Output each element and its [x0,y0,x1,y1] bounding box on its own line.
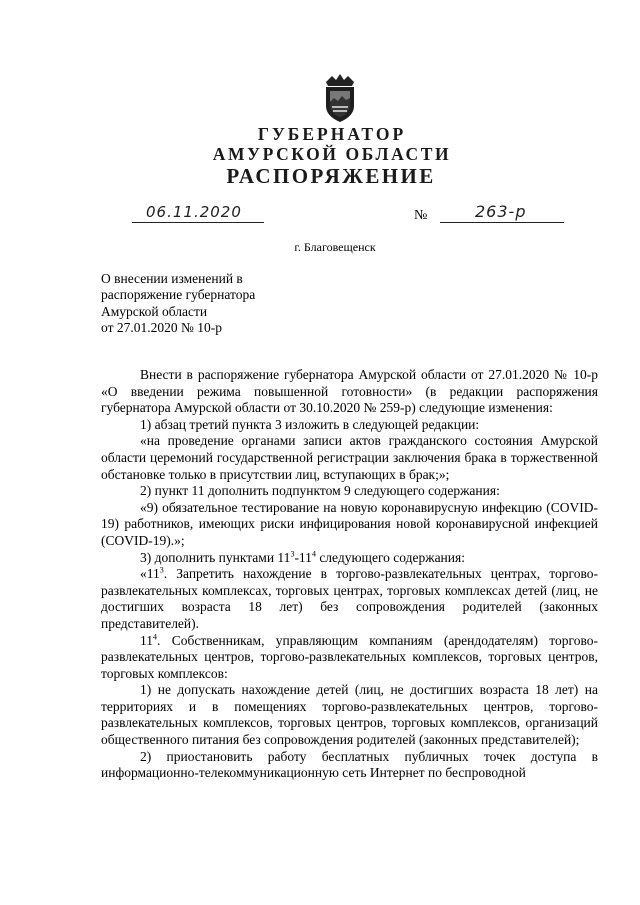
superscript: 4 [153,632,157,641]
subject-line: от 27.01.2020 № 10-р [101,320,222,336]
paragraph: 1) абзац третий пункта 3 изложить в следующей редакции: [140,416,480,432]
subject-line: О внесении изменений в [101,271,243,286]
text-fragment: 11 [140,632,153,648]
text-fragment: . Запретить нахождение в торгово-развлекательных центрах, торгово-развлекательных комплексах, торговых центрах, торговых комплексах детей (лиц, не достигших возраста 18 лет) без сопровождения родителей (законных представителей). [101,566,598,631]
date-underline [132,222,264,223]
document-subject [101,271,255,337]
subject-line: Амурской области [101,303,208,319]
paragraph: 2) приостановить работу бесплатных публичных точек доступа в информационно-телекоммуникационную сеть Интернет по беспроводной [101,748,598,781]
text-fragment: 3) дополнить пунктами 11 [140,549,291,565]
superscript: 3 [159,565,164,575]
document-type: РАСПОРЯЖЕНИЕ [226,164,436,188]
text-fragment: следующего содержания: [315,549,465,565]
number-underline [440,222,564,223]
header-title: ГУБЕРНАТОР [257,124,407,144]
paragraph: «9) обязательное тестирование на новую коронавирусную инфекцию (COVID-19) работников, имеющих риски инфицирования новой коронавирусной инфекцией (COVID-19).»; [101,499,598,548]
text-fragment: -11 [294,549,312,565]
paragraph: 2) пункт 11 дополнить подпунктом 9 следующего содержания: [140,483,500,499]
paragraph [101,566,598,632]
city-name: г. Благовещенск [294,240,376,254]
paragraph: «на проведение органами записи актов гражданского состояния Амурской области церемоний государственной регистрации заключения брака в торжественной обстановке только в присутствии лиц, вступающих в брак;»; [101,433,598,482]
document-number: 263-р [475,202,527,221]
paragraph: 1) не допускать нахождение детей (лиц, не достигших возраста 18 лет) на территориях и в помещениях торгово-развлекательных центров, торгово-развлекательных комплексов, торговых центров, торговых комплексов, организаций общественного питания без сопровождения родителей (законных представителей); [101,682,598,748]
document-body [101,367,598,782]
text-fragment: «11 [140,566,160,582]
document-date: 06.11.2020 [146,203,242,221]
header-region: АМУРСКОЙ ОБЛАСТИ [212,144,452,164]
subject-line: распоряжение губернатора [101,287,256,303]
coat-of-arms-icon [318,72,362,124]
paragraph [101,633,598,683]
superscript: 3 [290,549,295,559]
number-sign: № [414,208,428,223]
paragraph [101,550,598,567]
superscript: 4 [311,549,316,559]
text-fragment: . Собственникам, управляющим компаниям (арендодателям) торгово-развлекательных центров, торгово-развлекательных комплексов, торговых центров, торговых комплексов: [101,632,598,681]
paragraph: Внести в распоряжение губернатора Амурской области от 27.01.2020 № 10-р «О введении режима повышенной готовности» (в редакции распоряжения губернатора Амурской области от 30.10.2020 № 259-р) следующие изменения: [101,367,598,416]
